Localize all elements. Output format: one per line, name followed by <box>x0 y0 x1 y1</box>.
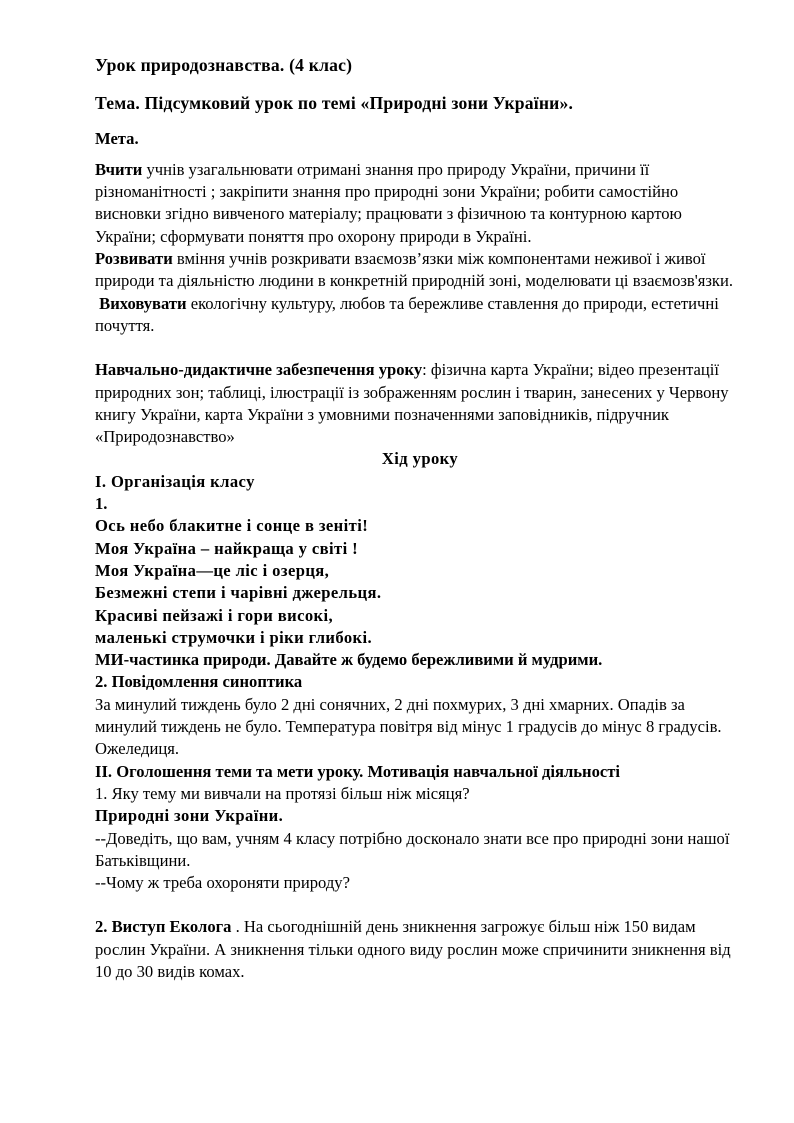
item-2-heading: 2. Повідомлення синоптика <box>95 672 303 692</box>
poem-line: МИ-частинка природи. Давайте ж будемо бережливими й мудрими. <box>95 650 603 670</box>
ecologist-text: . На сьогоднішній день зникнення загрожує більш ніж 150 видам рослин України. А зникнення тільки одного виду рослин може спричинити зникнення від 10 до 30 видів комах. <box>95 917 731 981</box>
goal-heading: Мета. <box>95 128 139 148</box>
goal-educate <box>95 293 745 338</box>
poem-line: Ось небо блакитне і сонце в зеніті! <box>95 516 369 536</box>
spacer <box>95 150 745 159</box>
goal-educate-verb: Виховувати <box>95 293 187 313</box>
item-1: 1. <box>95 494 108 514</box>
lesson-topic: Тема. Підсумковий урок по темі «Природні зони України». <box>95 93 574 114</box>
lesson-title: Урок природознавства. (4 клас) <box>95 55 353 75</box>
goal-teach-verb: Вчити <box>95 159 143 179</box>
dash-question-2: --Чому ж треба охороняти природу? <box>95 873 350 893</box>
goal-develop <box>95 248 745 293</box>
section-organization: І. Організація класу <box>95 471 255 491</box>
poem-line: Моя Україна – найкраща у світі ! <box>95 538 359 558</box>
supply-text: : фізична карта України; відео презентації природних зон; таблиці, ілюстрації із зображенням рослин і тварин, занесених у Червону книгу України, карта України з умовними позначеннями заповідників, підручник «Природознавство» <box>95 360 729 447</box>
section-announcement: ІІ. Оголошення теми та мети уроку. Мотивація навчальної діяльності <box>95 761 621 781</box>
supply-paragraph <box>95 359 745 448</box>
goal-teach <box>95 159 745 248</box>
poem-line: Безмежні степи і чарівні джерельця. <box>95 583 382 603</box>
answer-1: Природні зони України. <box>95 806 284 826</box>
document-page <box>95 54 745 983</box>
poem-line: маленькі струмочки і ріки глибокі. <box>95 627 373 647</box>
goal-develop-verb: Розвивати <box>95 249 173 269</box>
goal-educate-text: екологічну культуру, любов та бережливе ставлення до природи, естетичні почуття. <box>95 293 724 335</box>
dash-question-1: --Доведіть, що вам, учням 4 класу потрібно досконало знати все про природні зони нашої Батьківщини. <box>95 828 730 870</box>
ecologist-label: 2. Виступ Еколога <box>95 917 232 937</box>
weather-report: За минулий тиждень було 2 дні сонячних, 2 дні похмурих, 3 дні хмарних. Опадів за минулий тиждень не було. Температура повітря від мінус 1 градусів до мінус 8 градусів. Ожеледиця. <box>95 694 722 759</box>
spacer <box>95 337 745 359</box>
supply-label: Навчально-дидактичне забезпечення уроку <box>95 360 423 380</box>
goal-teach-text: учнів узагальнювати отримані знання про природу України, причини її різноманітності ; закріпити знання про природні зони України; робити самостійно висновки згідно вивченого матеріалу; працювати з фізичною та контурною картою України; сформувати поняття про охорону природи в Україні. <box>95 159 682 246</box>
goal-develop-text: вміння учнів розкривати взаємозв’язки між компонентами неживої і живої природи та діяльністю людини в конкретній природній зоні, моделювати ці взаємозв'язки. <box>95 249 734 291</box>
poem-line: Красиві пейзажі і гори високі, <box>95 605 334 625</box>
poem-line: Моя Україна—це ліс і озерця, <box>95 560 330 580</box>
ecologist-paragraph <box>95 916 745 983</box>
question-1: 1. Яку тему ми вивчали на протязі більш ніж місяця? <box>95 783 470 803</box>
lesson-heading: Хід уроку <box>381 449 459 469</box>
spacer <box>95 894 745 916</box>
